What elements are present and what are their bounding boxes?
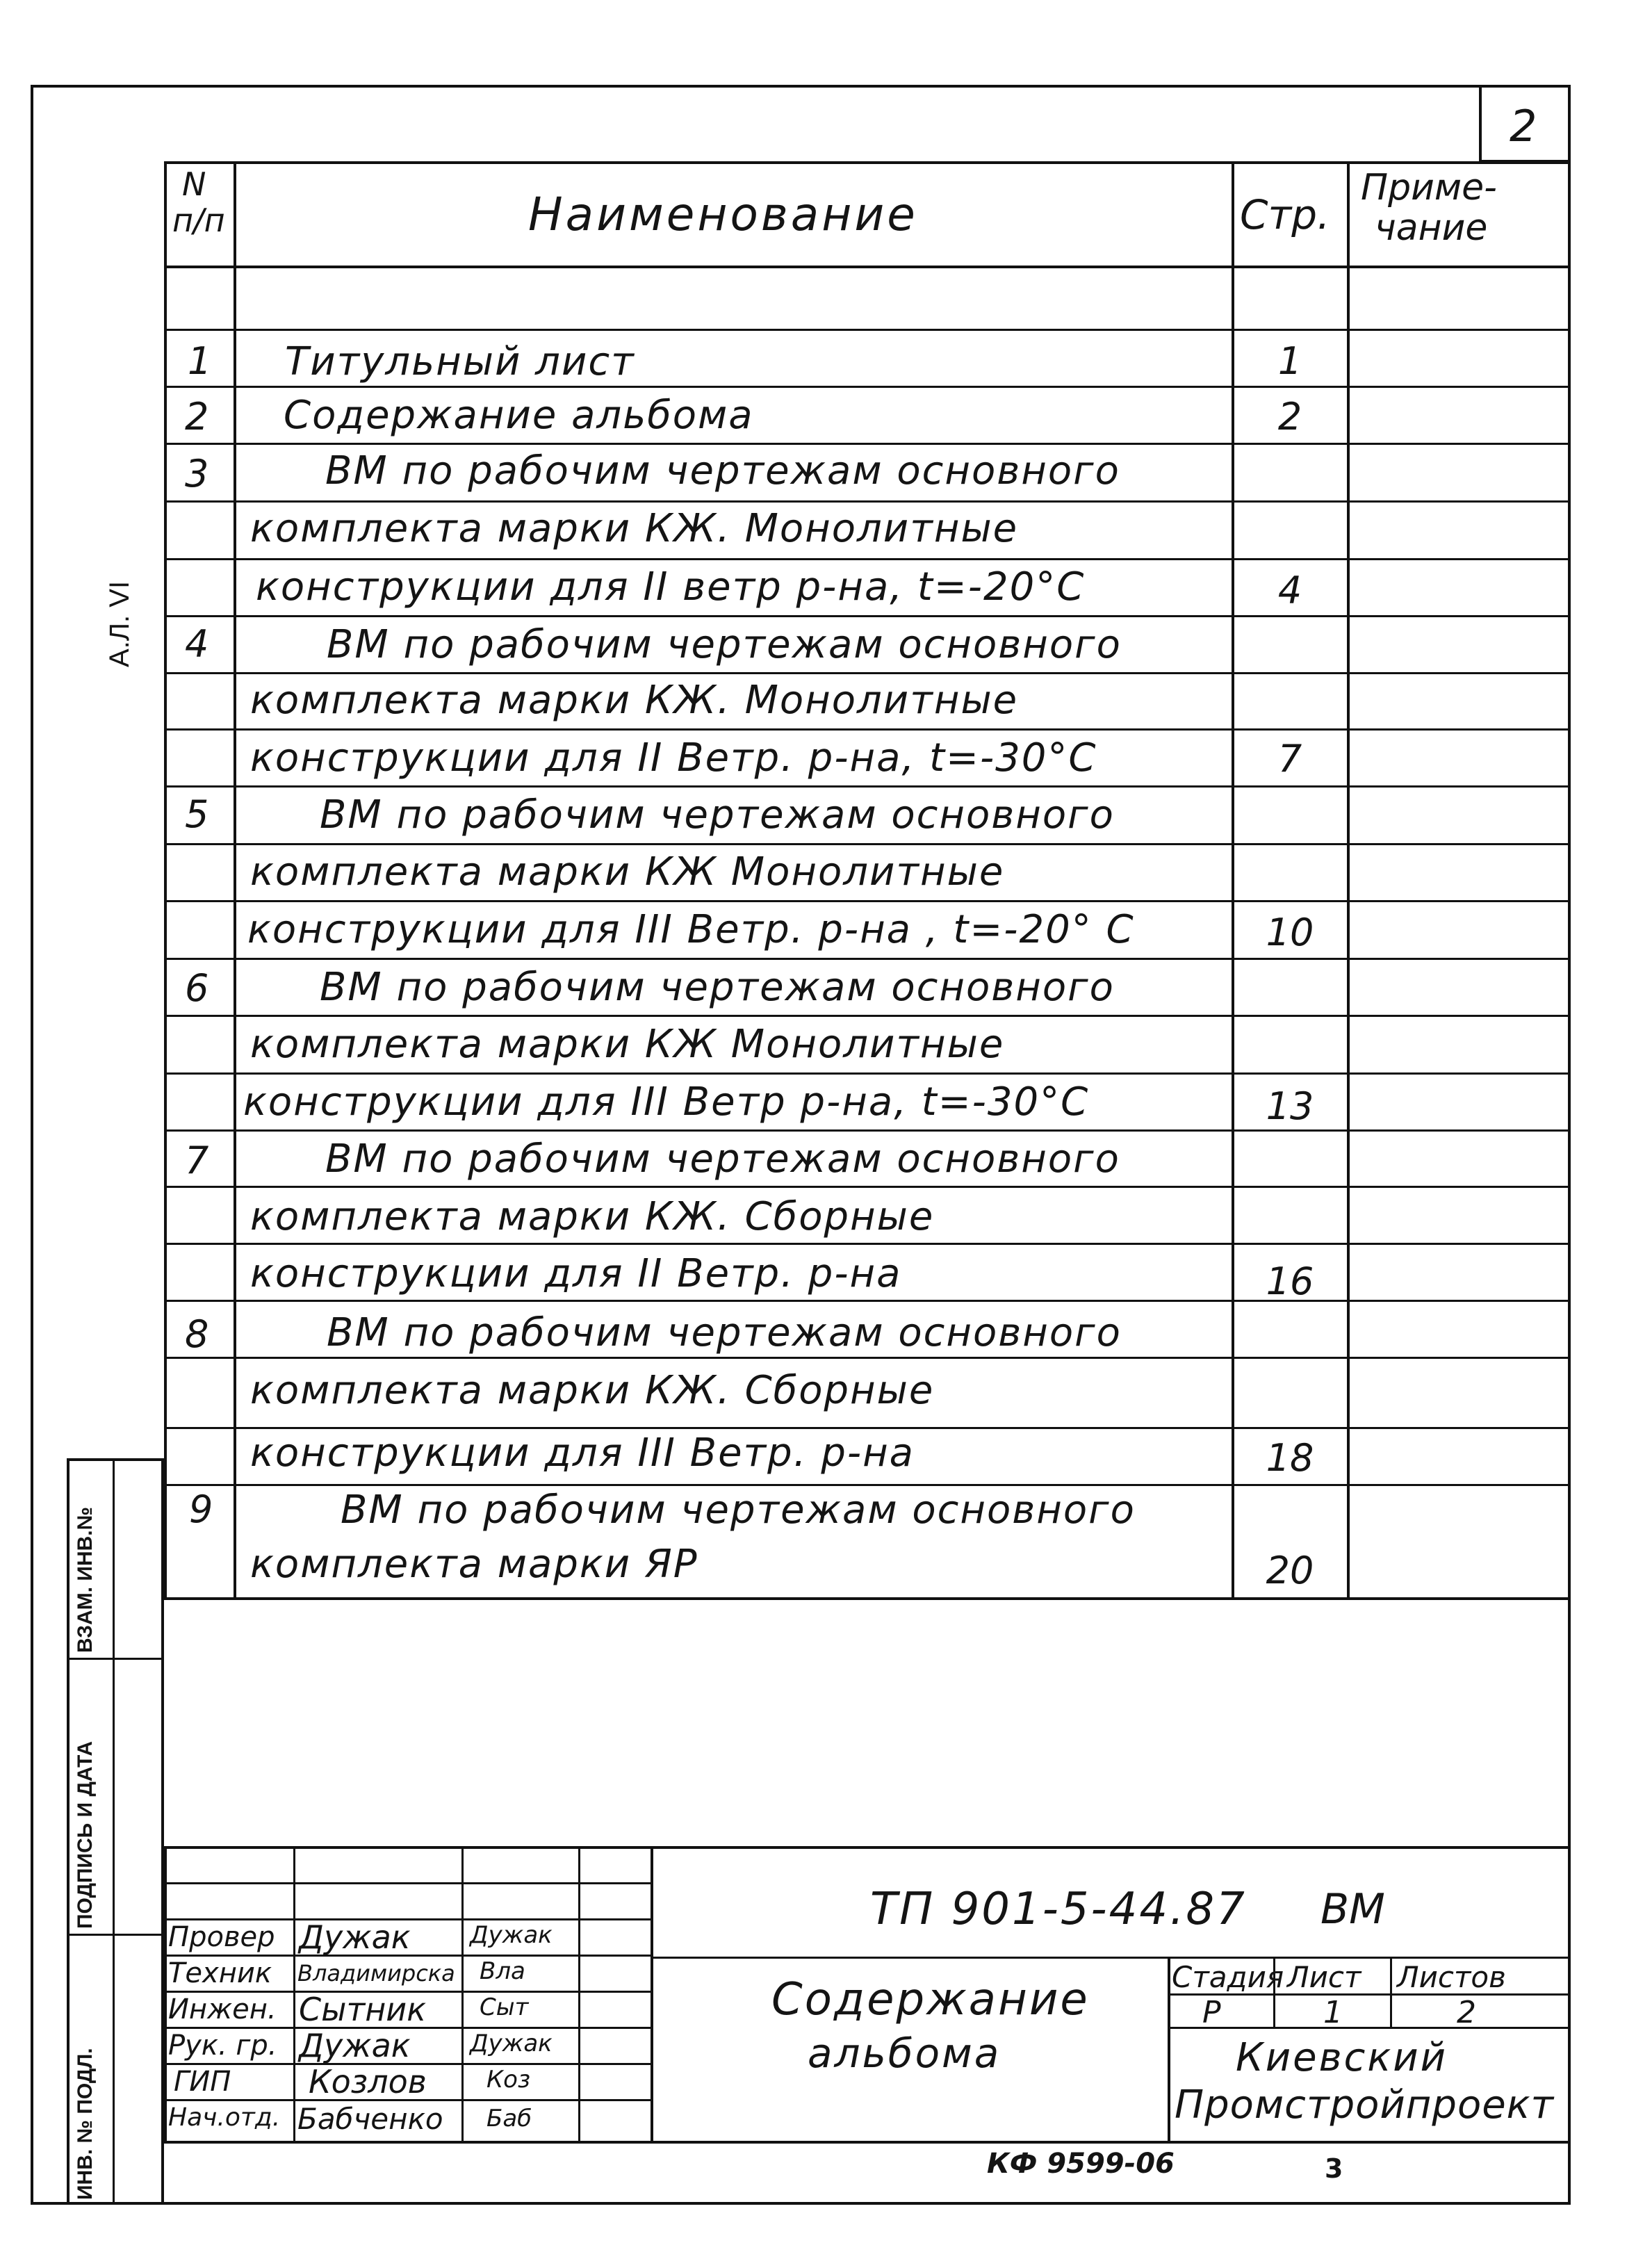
row-line bbox=[164, 1129, 1571, 1132]
sheet-label: Лист bbox=[1287, 1960, 1361, 1994]
row-line bbox=[164, 900, 1571, 902]
row-title: комплекта марки КЖ. Сборные bbox=[250, 1194, 935, 1239]
row-line bbox=[164, 1427, 1571, 1429]
row-title: конструкции для III Ветр р-на, t=-30°С bbox=[243, 1079, 1090, 1125]
row-title: комплекта марки КЖ. Сборные bbox=[250, 1368, 935, 1413]
row-line bbox=[164, 843, 1571, 845]
row-number: 1 bbox=[188, 339, 212, 383]
row-line bbox=[164, 728, 1571, 731]
row-number: 4 bbox=[185, 622, 209, 666]
row-title: ВМ по рабочим чертежам основного bbox=[327, 622, 1122, 667]
row-title: комплекта марки КЖ Монолитные bbox=[250, 849, 1005, 895]
organization-line-1: Киевский bbox=[1236, 2035, 1448, 2080]
role-label: Провер bbox=[168, 1921, 275, 1953]
row-line bbox=[164, 1300, 1571, 1302]
row-number: 2 bbox=[185, 395, 209, 439]
sheets-label: Листов bbox=[1397, 1960, 1506, 1994]
signature: Баб bbox=[486, 2105, 532, 2132]
row-line bbox=[164, 615, 1571, 617]
signature: Сыт bbox=[480, 1993, 529, 2021]
name-column-header: Наименование bbox=[528, 188, 918, 241]
document-title-1: Содержание bbox=[771, 1974, 1090, 2025]
document-mark: ВМ bbox=[1320, 1885, 1385, 1934]
row-line bbox=[164, 329, 1571, 331]
project-code: ТП 901-5-44.87 bbox=[870, 1884, 1247, 1935]
signature: Коз bbox=[486, 2066, 531, 2094]
row-line bbox=[164, 1243, 1571, 1245]
row-title: конструкции для II Ветр. р-на, t=-30°С bbox=[250, 735, 1097, 781]
person-name: Дужак bbox=[299, 2027, 411, 2064]
row-title: ВМ по рабочим чертежам основного bbox=[325, 448, 1120, 493]
page-number: 3 bbox=[1325, 2153, 1343, 2184]
row-title: конструкции для II Ветр. р-на bbox=[250, 1251, 902, 1296]
stage-label: Стадия bbox=[1172, 1960, 1284, 1994]
title-block-divider bbox=[1168, 2027, 1571, 2029]
archive-code: КФ 9599-06 bbox=[987, 2148, 1175, 2180]
row-number: 8 bbox=[185, 1312, 209, 1356]
role-label: Инжен. bbox=[168, 1993, 277, 2025]
row-title: комплекта марки ЯР bbox=[250, 1542, 698, 1587]
people-grid-line bbox=[164, 1882, 651, 1884]
row-title: ВМ по рабочим чертежам основного bbox=[320, 965, 1115, 1010]
row-title: ВМ по рабочим чертежам основного bbox=[320, 792, 1115, 838]
header-divider bbox=[164, 266, 1571, 268]
row-number: 9 bbox=[189, 1487, 213, 1531]
row-line bbox=[164, 672, 1571, 674]
row-line bbox=[164, 386, 1571, 388]
row-number: 3 bbox=[185, 452, 209, 496]
page-column-header: Стр. bbox=[1240, 191, 1330, 238]
vzam-inv-label: ВЗАМ. ИНВ.№ bbox=[74, 1506, 97, 1653]
role-label: Рук. гр. bbox=[168, 2030, 277, 2062]
row-page: 2 bbox=[1277, 395, 1302, 439]
sheets-value: 2 bbox=[1457, 1995, 1476, 2030]
table-bottom-line bbox=[164, 1597, 1571, 1600]
title-block-divider bbox=[651, 1846, 653, 2144]
row-title: Содержание альбома bbox=[284, 393, 754, 438]
sheet-value: 1 bbox=[1323, 1995, 1343, 2030]
row-title: ВМ по рабочим чертежам основного bbox=[325, 1136, 1120, 1182]
row-title: комплекта марки КЖ. Монолитные bbox=[250, 678, 1019, 723]
signature: Дужак bbox=[470, 1921, 553, 1949]
row-page: 20 bbox=[1266, 1549, 1314, 1592]
document-title-2: альбома bbox=[808, 2030, 1001, 2077]
row-page: 10 bbox=[1266, 911, 1314, 954]
row-page: 7 bbox=[1277, 737, 1302, 781]
person-name: Сытник bbox=[299, 1991, 426, 2028]
title-block-divider bbox=[651, 1957, 1571, 1959]
row-line bbox=[164, 558, 1571, 560]
row-page: 4 bbox=[1277, 569, 1302, 612]
format-label: А.Л. VI bbox=[104, 580, 135, 667]
left-margin-divider bbox=[67, 1934, 164, 1936]
col-line-page bbox=[1347, 161, 1350, 1600]
row-number: 6 bbox=[185, 966, 209, 1010]
row-line bbox=[164, 1072, 1571, 1075]
role-label: Техник bbox=[168, 1957, 272, 1989]
role-label: Нач.отд. bbox=[168, 2103, 281, 2132]
role-label: ГИП bbox=[174, 2066, 231, 2098]
num-column-header-bottom: п/п bbox=[172, 202, 225, 239]
left-margin-divider bbox=[113, 1458, 115, 2205]
row-page: 13 bbox=[1266, 1084, 1314, 1128]
row-line bbox=[164, 958, 1571, 960]
person-name: Козлов bbox=[309, 2063, 427, 2100]
row-number: 5 bbox=[185, 792, 209, 836]
col-line-num bbox=[234, 161, 236, 1600]
row-line bbox=[164, 1484, 1571, 1486]
inv-podl-label: ИНВ. № ПОДЛ. bbox=[74, 2048, 97, 2200]
sign-date-label: ПОДПИСЬ И ДАТА bbox=[74, 1740, 97, 1929]
row-title: конструкции для III Ветр. р-на bbox=[250, 1430, 915, 1476]
title-block-divider bbox=[1168, 1957, 1170, 2144]
title-block-divider bbox=[1390, 1957, 1392, 2027]
row-title: Титульный лист bbox=[285, 339, 635, 384]
row-page: 1 bbox=[1277, 339, 1302, 383]
row-line bbox=[164, 1357, 1571, 1359]
stage-value: Р bbox=[1202, 1995, 1221, 2030]
row-line bbox=[164, 443, 1571, 445]
signature: Вла bbox=[480, 1957, 525, 1985]
num-column-header-top: N bbox=[182, 165, 206, 203]
person-name: Владимирска bbox=[297, 1960, 455, 1986]
row-title: ВМ по рабочим чертежам основного bbox=[327, 1310, 1122, 1355]
row-line bbox=[164, 785, 1571, 788]
left-margin-divider bbox=[67, 1658, 164, 1660]
row-number: 7 bbox=[185, 1139, 209, 1182]
row-page: 18 bbox=[1266, 1436, 1314, 1480]
organization-line-2: Промстройпроект bbox=[1175, 2082, 1555, 2128]
row-line bbox=[164, 1015, 1571, 1017]
row-title: конструкции для II ветр р-на, t=-20°С bbox=[256, 564, 1086, 610]
row-title: комплекта марки КЖ Монолитные bbox=[250, 1022, 1005, 1067]
row-line bbox=[164, 1186, 1571, 1188]
row-title: конструкции для III Ветр. р-на , t=-20° С bbox=[247, 907, 1135, 952]
sheet-number: 2 bbox=[1510, 101, 1537, 152]
row-title: комплекта марки КЖ. Монолитные bbox=[250, 506, 1019, 551]
note-column-header-1: Приме- bbox=[1361, 167, 1497, 209]
row-line bbox=[164, 500, 1571, 503]
person-name: Бабченко bbox=[297, 2102, 443, 2136]
signature: Дужак bbox=[470, 2030, 553, 2057]
row-title: ВМ по рабочим чертежам основного bbox=[341, 1487, 1136, 1533]
row-page: 16 bbox=[1266, 1259, 1314, 1303]
person-name: Дужак bbox=[299, 1918, 411, 1956]
note-column-header-2: чание bbox=[1375, 207, 1488, 249]
